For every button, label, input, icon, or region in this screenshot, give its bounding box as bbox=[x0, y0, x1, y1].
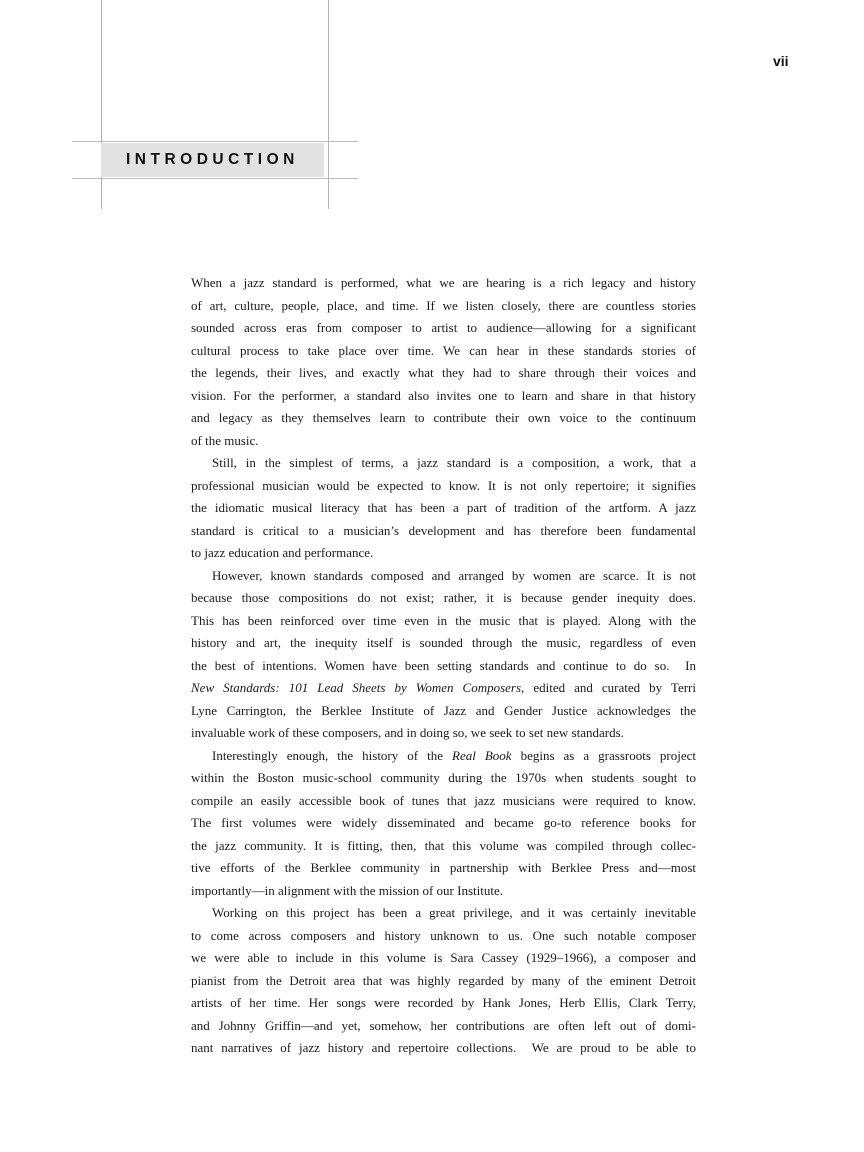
chapter-heading-box bbox=[101, 143, 324, 177]
text-line: Still, in the simplest of terms, a jazz standard is a composition, a work, that a bbox=[212, 455, 696, 470]
text-line: cultural process to take place over time. We can hear in these standards stories of bbox=[191, 342, 696, 358]
text-line: of the music. bbox=[191, 432, 259, 448]
text-line: However, known standards composed and arranged by women are scarce. It is not bbox=[212, 567, 696, 583]
text-line: the idiomatic musical literacy that has been a part of tradition of the artform. A jazz bbox=[191, 500, 696, 515]
text-line: sounded across eras from composer to artist to audience—allowing for a significant bbox=[191, 320, 696, 335]
text-line: of art, culture, people, place, and time. If we listen closely, there are countless stories bbox=[191, 297, 696, 313]
text-line: The first volumes were widely disseminated and became go-to reference books for bbox=[191, 815, 696, 830]
text-line: history and art, the inequity itself is sounded through the music, regardless of even bbox=[191, 635, 696, 650]
text-line: invaluable work of these composers, and in doing so, we seek to set new standards. bbox=[191, 725, 624, 740]
text-line: the best of intentions. Women have been setting standards and continue to do so. In bbox=[191, 657, 696, 673]
text-line: and legacy as they themselves learn to contribute their own voice to the continuum bbox=[191, 410, 696, 425]
text-line: importantly—in alignment with the mission of our Institute. bbox=[191, 882, 503, 898]
text-line: This has been reinforced over time even in the music that is played. Along with the bbox=[191, 612, 696, 628]
text-line: the jazz community. It is fitting, then, that this volume was compiled through collec- bbox=[191, 837, 696, 853]
page-number: vii bbox=[773, 53, 789, 69]
text-line: to jazz education and performance. bbox=[191, 545, 374, 560]
text-line: When a jazz standard is performed, what we are hearing is a rich legacy and history bbox=[191, 275, 696, 290]
text-line: tive efforts of the Berklee community in partnership with Berklee Press and—most bbox=[191, 860, 696, 875]
paragraph bbox=[191, 745, 696, 903]
text-line: Lyne Carrington, the Berklee Institute of Jazz and Gender Justice acknowledges the bbox=[191, 702, 696, 718]
text-line: and Johnny Griffin—and yet, somehow, her contributions are often left out of domi- bbox=[191, 1017, 696, 1033]
text-line: within the Boston music-school community during the 1970s when students sought to bbox=[191, 770, 696, 785]
text-line: we were able to include in this volume is Sara Cassey (1929–1966), a composer and bbox=[191, 950, 696, 965]
paragraph bbox=[191, 272, 696, 452]
text-line: artists of her time. Her songs were recorded by Hank Jones, Herb Ellis, Clark Terry, bbox=[191, 995, 696, 1010]
text-line: Working on this project has been a great privilege, and it was certainly inevitable bbox=[212, 905, 696, 920]
text-line: standard is critical to a musician’s development and has therefore been fundamental bbox=[191, 522, 696, 538]
header-rule-top bbox=[72, 141, 358, 142]
paragraph bbox=[191, 452, 696, 565]
text-line: pianist from the Detroit area that was highly regarded by many of the eminent Detroit bbox=[191, 972, 696, 988]
text-line: professional musician would be expected to know. It is not only repertoire; it signifies bbox=[191, 477, 696, 493]
header-rule-bottom bbox=[72, 178, 358, 179]
body-text bbox=[191, 272, 696, 1060]
text-line: to come across composers and history unknown to us. One such notable composer bbox=[191, 927, 696, 943]
text-line: vision. For the performer, a standard also invites one to learn and share in that history bbox=[191, 387, 696, 403]
text-line: New Standards: 101 Lead Sheets by Women Composers, edited and curated by Terri bbox=[191, 680, 696, 695]
text-line: because those compositions do not exist; rather, it is because gender inequity does. bbox=[191, 590, 696, 605]
text-line: nant narratives of jazz history and repertoire collections. We are proud to be able to bbox=[191, 1040, 696, 1055]
text-line: compile an easily accessible book of tunes that jazz musicians were required to know. bbox=[191, 792, 696, 808]
paragraph bbox=[191, 902, 696, 1060]
text-line: Interestingly enough, the history of the Real Book begins as a grassroots project bbox=[212, 747, 696, 763]
text-line: the legends, their lives, and exactly what they had to share through their voices and bbox=[191, 365, 696, 380]
paragraph bbox=[191, 565, 696, 745]
chapter-title: INTRODUCTION bbox=[126, 151, 299, 168]
